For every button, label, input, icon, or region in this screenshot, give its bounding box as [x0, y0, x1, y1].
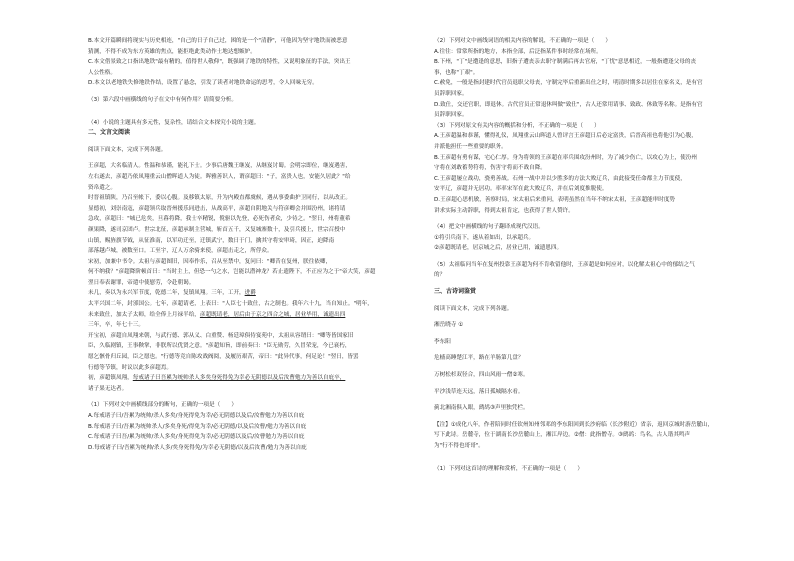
passage-para-6-cont	[88, 310, 394, 321]
poem-note: 【注】①成化八年，作者陪同时任钦州知州邻邓的李东阳回到长沙府临（长沙附近）省亲，返回京城时游岳麓山，	[434, 421, 714, 428]
poem-line-2	[434, 370, 734, 381]
question-3-stem: （3）下列对原文有关内容的概括和分析，不正确的一项是（ ）	[434, 122, 600, 129]
para-8-underlined: 每戒诸子曰吾累为统帅杀人多矣身死得免为幸必无阴德以及后汝曹勉力为善以自庇卒，	[132, 375, 346, 382]
question-2-option-b: B.下州，"丁"是遭逢的意思，旧指子遭丧亲去职守制满后再去官府，"丁忧"意思相近，一般指遭逢父母的丧	[434, 59, 697, 66]
question-3: （3）第六段中画横线的句子在文中有何作用？请简要分析。	[88, 96, 237, 103]
passage-para-5	[88, 288, 394, 299]
question-5-stem-cont: 的？	[434, 272, 446, 279]
poem-note-cont2: 为"行不得也哥哥"。	[434, 443, 484, 449]
question-3-option-d-cont: 讲求实际主动辞职，得到太祖肯定，也获得了世人赞许。	[434, 207, 574, 214]
right-column	[434, 36, 734, 474]
question-2-option-a: A.往往：常常所指的地方，本指全部，后泛指某件事时经常在场所。	[434, 48, 602, 55]
question-3-option-c: C.王彦超屡立战功，骁勇善战。石州一战中并以少胜多的方法大败辽兵，由此接受任命都主力节度使，	[434, 175, 686, 182]
poem-line-2-text: 万树松杉双径合，四山风雨一僧	[434, 372, 513, 379]
passage-para-6-cont2: 三年，卒，年七十三。	[88, 322, 144, 329]
para-6-text: 未来致仕，加太子太师，给全俸上月禄半给，	[88, 311, 200, 318]
passage-para-3-cont: 急攻，彦超曰："城已危矣，旦暮将降，我士卒精锐，傥驱以先登，必死伤者众，少待之。"翌日，州将董希	[88, 216, 351, 223]
question-1-stem: （1）下列对文中画横线部分的断句，正确的一项是（ ）	[88, 402, 237, 409]
passage-para-8	[88, 373, 394, 384]
para-5-text: 未几，奏以为永兴军节度，乾德二年，复镇凤翔。三年，工开，	[88, 290, 245, 297]
passage-para-7: 开宝初，彦超自凤翔来朝，与武行德、郭从义、白重赞、杨廷璋俱侍宴苑中，太祖从容谓曰："卿等皆国家旧	[88, 332, 354, 339]
passage-para-4-cont2: 翌日奉表谢罪，帝遣中使慰劳，令赴朝谒。	[88, 279, 195, 286]
question-2-option-d-cont: 员辞职回家。	[434, 112, 468, 119]
passage-para-1-cont: 左右遂去，彦超乃依凤翔重云山僧晖道人为徒。晖雅善识人，谓彦超曰："子，富贵人也，安能久居此？"给	[88, 173, 351, 180]
passage-para-7-cont2: 愿乞骸骨归丘园，臣之愿也。"行德等竞自陈攻战阀阅，及履历艰苦，帝曰："此异代事，何足论！"翌日，皆罢	[88, 354, 359, 361]
question-5-stem: （5）太祖临问当年在复州投靠王彦超为何不肯收留他时，王彦超是如何应对，以化解太祖心中的郁结之气	[434, 261, 695, 268]
poem-line-2-mark: ②	[512, 372, 518, 379]
question-3-option-a: A.王彦超温和恭谨，懂得礼仪，凤翔重云山晖道人曾评言王彦超日后必定富贵，后晋高祖也将他引为心腹，	[434, 133, 697, 140]
passage-para-3-cont3: 山镇，赐旌旗节钺，从征淮南，以军功迁至，迁镇武宁，数日于门，擒其守将安审琦，因正，迫降南	[88, 237, 335, 244]
para-5-underlined: 进爵	[244, 290, 256, 297]
question-1-option-a: A.每戒诸子曰/吾累为统帅/杀人多矣/身死得免为幸/必无阴德以及后/汝曹勉力为善以自庇	[88, 413, 305, 419]
question-2-option-c-cont: 员辞职回家。	[434, 90, 468, 97]
passage-para-7-cont3: 行德等节镇，时议以此多彦超焉。	[88, 364, 172, 371]
poem-line-4-mark: ③	[489, 405, 495, 412]
question-4-stem: （4）把文中画横线的句子翻译成现代汉语。	[434, 224, 544, 231]
passage-para-2: 时晋祖镇陕，乃召至帐下，委以心腹。及移镇太原，升为内殿直都虞候，遇从事委曲护卫同行，以从改正。	[88, 195, 351, 202]
question-2-option-d: D.致仕，交还官职，即退休。古代官员正常退休叫做"致仕"，古人还常用请事、致政、休致等名称。是指有官	[434, 101, 703, 108]
poem-title-note-mark: ①	[458, 322, 464, 329]
section-3-title: 三、古诗词鉴赏	[434, 288, 477, 296]
poem-title	[434, 320, 734, 331]
question-3-option-a-cont: 并派他担任一些重要的职务。	[434, 143, 507, 150]
passage-para-8-cont: 诸子果无达者。	[88, 385, 128, 392]
poem-line-3: 平沙浅草连天远，落日孤城隔水看。	[434, 388, 524, 395]
reading-instruction-2: 阅读下面文本，完成下列各题。	[434, 305, 513, 312]
left-column	[88, 36, 394, 453]
poem-question-1: （1）下列对这首诗的理解和赏析，不正确的一项是（ ）	[434, 465, 583, 472]
question-3-option-d: D.王彦超心思机敏，善察时局，宋太祖后来重问，表明虽然在当年不纳宋太祖，王彦超能审时度势	[434, 196, 676, 203]
section-2-title: 二、文言文阅读	[88, 129, 131, 137]
passage-para-3-cont4: 部落越卢城，被数至口。工至宇，辽人万余骑来使，彦超击走之，所俘众。	[88, 248, 273, 255]
question-2-stem: （2）下列对文中画线词语的相关内容的解说，不正确的一项是（ ）	[434, 38, 611, 44]
question-4: （4）小说的主题具有多元性，复杂性，请结合文本探究小说的主题。	[88, 119, 260, 126]
option-c-line-2: 人公性格。	[88, 69, 116, 76]
question-4-item-2: ②彦超既请老，居京城之后，居业已用，诚遗恩四。	[434, 245, 563, 252]
option-c-line: C.本文借景致之口指出地铁"最有精的，值得世人敬仰"，既强调了地铁的特性，又说明象征的手法，突出王	[88, 59, 351, 66]
passage-para-1: 王彦超，大名临清人。性温和恭谨，能礼下士。少事后唐魏王继岌，从继岌讨蜀。会明宗即位，继岌遇害，	[88, 163, 351, 170]
poem-line-4	[434, 403, 734, 414]
passage-para-6: 太平兴国二年，封邠国公。七年，彦超请老，上表曰："人臣七十致仕，古之制也。我年六十九，当自知止。"明年，	[88, 301, 373, 308]
passage-para-1-cont2: 资帛遣之。	[88, 184, 116, 191]
question-1-option-b: B.每戒诸子曰/吾累为统帅杀人/多矣身死/得免为幸/必无阴德/以及后汝曹/勉力为善以自庇	[88, 423, 307, 430]
question-1-option-c: C.每戒诸子曰吾/累为统帅/杀人多矣/身死得免为幸/必无阴德以及后/汝曹勉力为善以自庇	[88, 434, 305, 441]
question-2-option-b-cont: 事，也称"丁艰"。	[434, 69, 479, 76]
question-3-option-b-cont: 守将在刘敢蓄势符将，伤害守将而不战自降。	[434, 165, 546, 172]
passage-para-3-cont2: 颜果降，遂司京团卢。世宗北征，彦超承制主营城，斩首五千，又复城寨数十，及引兵援上，世宗召授中	[88, 226, 346, 233]
reading-instruction: 阅读下面文本，完成下列各题。	[88, 146, 167, 153]
question-4-item-1: ①将引兵南下，遂从着如出，以承超兵。	[434, 234, 535, 241]
para-6-underlined: 彦超既请老，居后由于京之四合之城，居业毕用，诚遗出四	[199, 311, 346, 318]
poem-line-1: 危樯高睡楚江平，路在羊肠第几盘？	[434, 355, 524, 362]
poem-line-4-text: 蓟北湘南俱入眼，鹧鸪	[434, 405, 490, 412]
poem-author: 李东阳	[434, 338, 451, 345]
question-2-option-c: C.赦免，一般是指封建时代官员退职父母丧，守制完毕后重新出仕之时，明清时期多以居住在家名义，是有官	[434, 80, 703, 87]
poem-line-4-end: 声里独凭栏。	[494, 405, 529, 412]
para-8-text: 初，彦超镇凤翔，	[88, 375, 133, 382]
question-1-option-d: D.每戒诸子曰/吾累为统帅/杀人多/矣身死得免/为幸必无阴德/以及后汝曹/勉力为善以自庇	[88, 444, 307, 451]
poem-title-text: 湘岳晓寺	[434, 322, 457, 329]
poem-line-2-end: 寒。	[517, 372, 529, 379]
passage-para-3: 显德初，刘崇南寇，彦超领兵取晋州援乐同进击，从战高平，彦超自阴地关与符彦卿会并围汾州，诸将请	[88, 205, 346, 212]
option-b-line: B.本文开篇瞬间将现实与历史相连，"自己的日子自己过，困的是一个"清静"，可他因为坚守地铁而被恶意	[88, 38, 348, 44]
passage-para-4: 宋初，加兼中书令。太祖与彦超图旧，因奉作乐，召从至禁中，复问曰："卿昔在复州，朕往依卿，	[88, 258, 332, 265]
option-d-line: D.本文以老地铁失修地铁作结，设置了悬念，引发了读者对地铁命运的思考，令人回味无穷。	[88, 80, 318, 87]
option-b-line-2: 猜测，不得不成为东方英雄的焦点，能拒绝此类动作土地达想嫉妒。	[88, 48, 256, 55]
passage-para-7-cont: 臣，久临剧镇，王事鞅掌，非朕所以优贤之意。"彦超知旨，即前奏曰："臣无勋劳，久冒荣宠，今已衰朽，	[88, 343, 351, 350]
question-3-option-c-cont: 安平辽，彦超并无居功。率率宋军在此大败辽兵，并在后刘度推脱使。	[434, 186, 608, 193]
poem-note-cont: 写下此诗。岳麓寺，位于湖南长沙岳麓山上，湘江岸边。②僧：此指僧寺。③鹧鸪：鸟名，古人谐其鸣声	[434, 432, 691, 439]
question-3-option-b: B.王彦超有勇有谋，宅心仁厚。身为将领的王彦超在率兵围攻汾州时，为了减少伤亡，以攻心为上，使汾州	[434, 154, 697, 161]
passage-para-4-cont: 何不纳我？"彦超降阶顿首曰："当时主上，但恐一勺之水，岂能以潜神龙？若止遗陛下，不正应为之于"帝大笑，彦超	[88, 269, 376, 276]
